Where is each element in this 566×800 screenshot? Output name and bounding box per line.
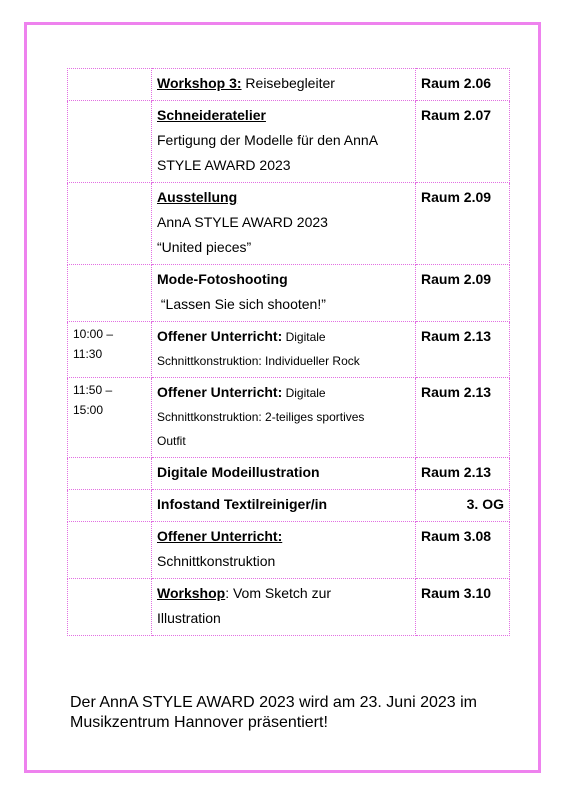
- room-cell: Raum 2.13: [416, 322, 510, 378]
- time-start: 10:00 –: [73, 327, 114, 341]
- event-detail: Illustration: [157, 610, 221, 626]
- event-cell: [152, 183, 416, 265]
- room-cell: Raum 2.06: [416, 69, 510, 101]
- table-row: [68, 322, 510, 378]
- time-cell: [68, 69, 152, 101]
- time-cell: [68, 183, 152, 265]
- time-cell: [68, 458, 152, 490]
- event-detail: : Vom Sketch zur: [225, 585, 332, 601]
- event-cell: [152, 458, 416, 490]
- event-cell: [152, 69, 416, 101]
- event-cell: [152, 265, 416, 322]
- time-cell: [68, 490, 152, 522]
- table-row: [68, 579, 510, 636]
- event-detail: Fertigung der Modelle für den AnnA: [157, 132, 379, 148]
- time-end: 15:00: [73, 403, 104, 417]
- time-cell: [68, 378, 152, 458]
- event-title: Digitale Modeillustration: [157, 464, 320, 480]
- event-title: Offener Unterricht:: [157, 528, 283, 544]
- table-row: [68, 69, 510, 101]
- table-row: [68, 458, 510, 490]
- event-detail: Schnittkonstruktion: [157, 553, 276, 569]
- event-detail: Reisebegleiter: [241, 75, 335, 91]
- event-title: Offener Unterricht:: [157, 328, 283, 344]
- event-title: Offener Unterricht:: [157, 384, 283, 400]
- schedule-table: [67, 68, 510, 636]
- footer-note: Der AnnA STYLE AWARD 2023 wird am 23. Juni 2023 im Musikzentrum Hannover präsentiert!: [70, 694, 478, 731]
- time-cell: [68, 522, 152, 579]
- room-cell: Raum 3.10: [416, 579, 510, 636]
- event-detail: “Lassen Sie sich shooten!”: [157, 296, 326, 312]
- room-cell: Raum 2.13: [416, 378, 510, 458]
- event-cell: [152, 522, 416, 579]
- event-cell: [152, 378, 416, 458]
- event-detail: Digitale: [282, 330, 326, 344]
- room-cell: Raum 3.08: [416, 522, 510, 579]
- room-cell: Raum 2.07: [416, 101, 510, 183]
- table-row: [68, 101, 510, 183]
- event-detail: Schnittkonstruktion: Individueller Rock: [157, 354, 360, 368]
- time-cell: [68, 265, 152, 322]
- event-title: Mode-Fotoshooting: [157, 271, 288, 287]
- event-detail: AnnA STYLE AWARD 2023: [157, 214, 328, 230]
- event-cell: [152, 322, 416, 378]
- time-cell: [68, 322, 152, 378]
- table-row: [68, 265, 510, 322]
- event-title: Schneideratelier: [157, 107, 266, 123]
- time-cell: [68, 579, 152, 636]
- room-cell: 3. OG: [416, 490, 510, 522]
- event-cell: [152, 490, 416, 522]
- table-row: [68, 490, 510, 522]
- table-row: [68, 378, 510, 458]
- event-detail: Outfit: [157, 434, 186, 448]
- table-row: [68, 183, 510, 265]
- time-end: 11:30: [73, 347, 103, 361]
- event-detail: Digitale: [282, 386, 326, 400]
- time-cell: [68, 101, 152, 183]
- room-cell: Raum 2.09: [416, 183, 510, 265]
- time-start: 11:50 –: [73, 383, 113, 397]
- event-detail: “United pieces”: [157, 239, 252, 255]
- event-cell: [152, 101, 416, 183]
- event-detail: Schnittkonstruktion: 2-teiliges sportives: [157, 410, 365, 424]
- room-cell: Raum 2.09: [416, 265, 510, 322]
- event-title: Workshop: [157, 585, 226, 601]
- event-cell: [152, 579, 416, 636]
- room-cell: Raum 2.13: [416, 458, 510, 490]
- event-title: Infostand Textilreiniger/in: [157, 496, 328, 512]
- event-detail: STYLE AWARD 2023: [157, 157, 291, 173]
- event-title: Ausstellung: [157, 189, 238, 205]
- event-title: Workshop 3:: [157, 75, 242, 91]
- table-row: [68, 522, 510, 579]
